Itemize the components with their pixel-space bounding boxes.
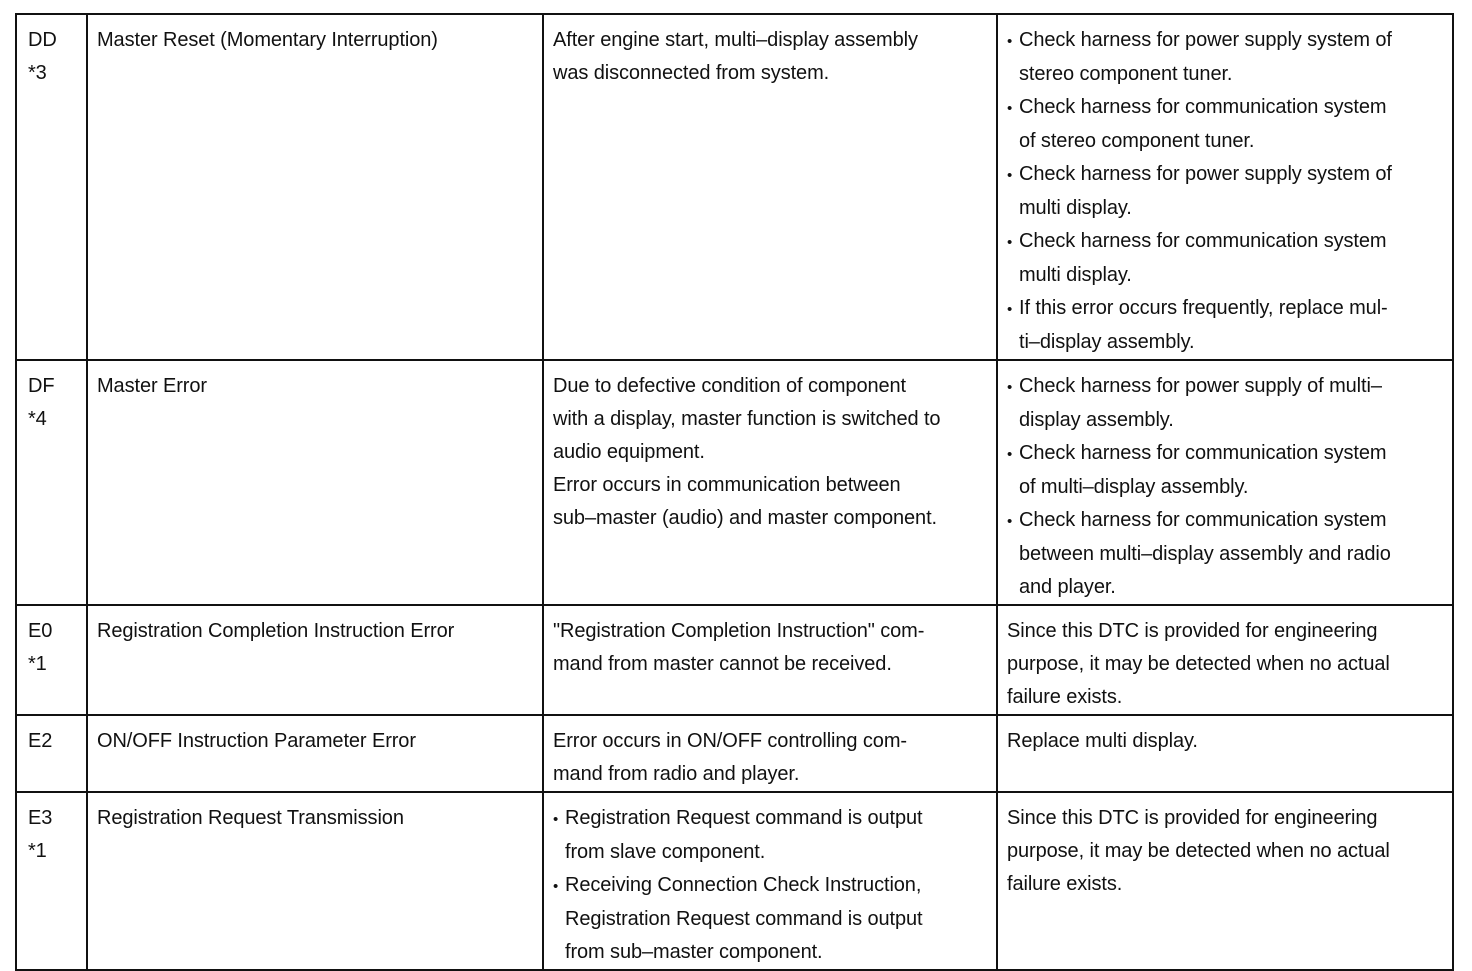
dtc-code-cell	[16, 605, 87, 715]
dtc-code-cell	[16, 360, 87, 605]
dtc-code: E2	[28, 730, 53, 752]
detection-item: Registration Completion Instruction Error	[97, 620, 455, 642]
bullet-line: stereo component tuner.	[1019, 63, 1233, 85]
bullet-line: • Check harness for power supply of multi–	[1007, 370, 1444, 404]
condition-line: audio equipment.	[553, 441, 705, 463]
detection-item: Master Error	[97, 375, 207, 397]
condition-line: was disconnected from system.	[553, 62, 830, 84]
bullet-line: of multi–display assembly.	[1019, 476, 1249, 498]
condition-line: mand from master cannot be received.	[553, 653, 892, 675]
trouble-condition-cell	[543, 360, 997, 605]
dtc-note: *4	[28, 408, 47, 430]
table-row	[16, 715, 1453, 792]
trouble-condition-cell	[543, 792, 997, 970]
trouble-area-line: failure exists.	[1007, 686, 1123, 708]
bullet-line: of stereo component tuner.	[1019, 130, 1255, 152]
detection-item-cell	[87, 605, 543, 715]
condition-line: After engine start, multi–display assembly	[553, 29, 918, 51]
bullet-line: • Check harness for communication system	[1007, 437, 1444, 471]
trouble-area-bullet	[1007, 24, 1444, 91]
trouble-area-bullet	[1007, 504, 1444, 604]
condition-bullet	[553, 802, 988, 869]
trouble-area-line: failure exists.	[1007, 873, 1123, 895]
condition-line: "Registration Completion Instruction" com-	[553, 620, 925, 642]
trouble-area-cell	[997, 715, 1453, 792]
detection-item: Master Reset (Momentary Interruption)	[97, 29, 438, 51]
trouble-condition-cell	[543, 605, 997, 715]
trouble-area-line: purpose, it may be detected when no actual	[1007, 840, 1390, 862]
dtc-code-cell	[16, 715, 87, 792]
bullet-line: • Receiving Connection Check Instruction,	[553, 869, 988, 903]
condition-line: Error occurs in ON/OFF controlling com-	[553, 730, 907, 752]
condition-line: with a display, master function is switched to	[553, 408, 941, 430]
bullet-line: Registration Request command is output	[565, 908, 923, 930]
detection-item-cell	[87, 715, 543, 792]
bullet-line: from sub–master component.	[565, 941, 823, 963]
bullet-line: ti–display assembly.	[1019, 331, 1195, 353]
table-row	[16, 360, 1453, 605]
detection-item-cell	[87, 360, 543, 605]
dtc-table	[15, 13, 1454, 971]
trouble-area-cell	[997, 605, 1453, 715]
trouble-area-bullet	[1007, 225, 1444, 292]
trouble-area-bullet	[1007, 437, 1444, 504]
dtc-note: *1	[28, 840, 47, 862]
trouble-area-bullet	[1007, 158, 1444, 225]
bullet-line: • Check harness for power supply system of	[1007, 24, 1444, 58]
table-row	[16, 14, 1453, 360]
trouble-area-bullet	[1007, 292, 1444, 359]
bullet-line: • Check harness for communication system	[1007, 91, 1444, 125]
detection-item-cell	[87, 14, 543, 360]
trouble-area-bullet	[1007, 370, 1444, 437]
dtc-code-cell	[16, 14, 87, 360]
dtc-code: E0	[28, 620, 53, 642]
dtc-code: DD	[28, 29, 57, 51]
table-row	[16, 605, 1453, 715]
condition-line: Due to defective condition of component	[553, 375, 906, 397]
dtc-code: DF	[28, 375, 55, 397]
bullet-line: • If this error occurs frequently, replace mul-	[1007, 292, 1444, 326]
dtc-code: E3	[28, 807, 53, 829]
dtc-note: *3	[28, 62, 47, 84]
trouble-area-cell	[997, 360, 1453, 605]
bullet-line: • Check harness for communication system	[1007, 225, 1444, 259]
trouble-area-line: Replace multi display.	[1007, 730, 1198, 752]
detection-item-cell	[87, 792, 543, 970]
bullet-line: • Check harness for power supply system of	[1007, 158, 1444, 192]
condition-line: mand from radio and player.	[553, 763, 800, 785]
bullet-line: and player.	[1019, 576, 1116, 598]
bullet-line: display assembly.	[1019, 409, 1174, 431]
detection-item: ON/OFF Instruction Parameter Error	[97, 730, 416, 752]
bullet-line: multi display.	[1019, 197, 1132, 219]
trouble-area-line: Since this DTC is provided for engineering	[1007, 620, 1378, 642]
bullet-line: between multi–display assembly and radio	[1019, 543, 1391, 565]
trouble-area-bullet	[1007, 91, 1444, 158]
trouble-area-cell	[997, 14, 1453, 360]
trouble-area-line: Since this DTC is provided for engineering	[1007, 807, 1378, 829]
table-row	[16, 792, 1453, 970]
trouble-condition-cell	[543, 715, 997, 792]
dtc-code-cell	[16, 792, 87, 970]
bullet-line: • Registration Request command is output	[553, 802, 988, 836]
trouble-condition-cell	[543, 14, 997, 360]
condition-line: Error occurs in communication between	[553, 474, 901, 496]
bullet-line: • Check harness for communication system	[1007, 504, 1444, 538]
bullet-line: from slave component.	[565, 841, 766, 863]
trouble-area-line: purpose, it may be detected when no actual	[1007, 653, 1390, 675]
condition-bullet	[553, 869, 988, 969]
trouble-area-cell	[997, 792, 1453, 970]
dtc-note: *1	[28, 653, 47, 675]
bullet-line: multi display.	[1019, 264, 1132, 286]
condition-line: sub–master (audio) and master component.	[553, 507, 937, 529]
detection-item: Registration Request Transmission	[97, 807, 404, 829]
